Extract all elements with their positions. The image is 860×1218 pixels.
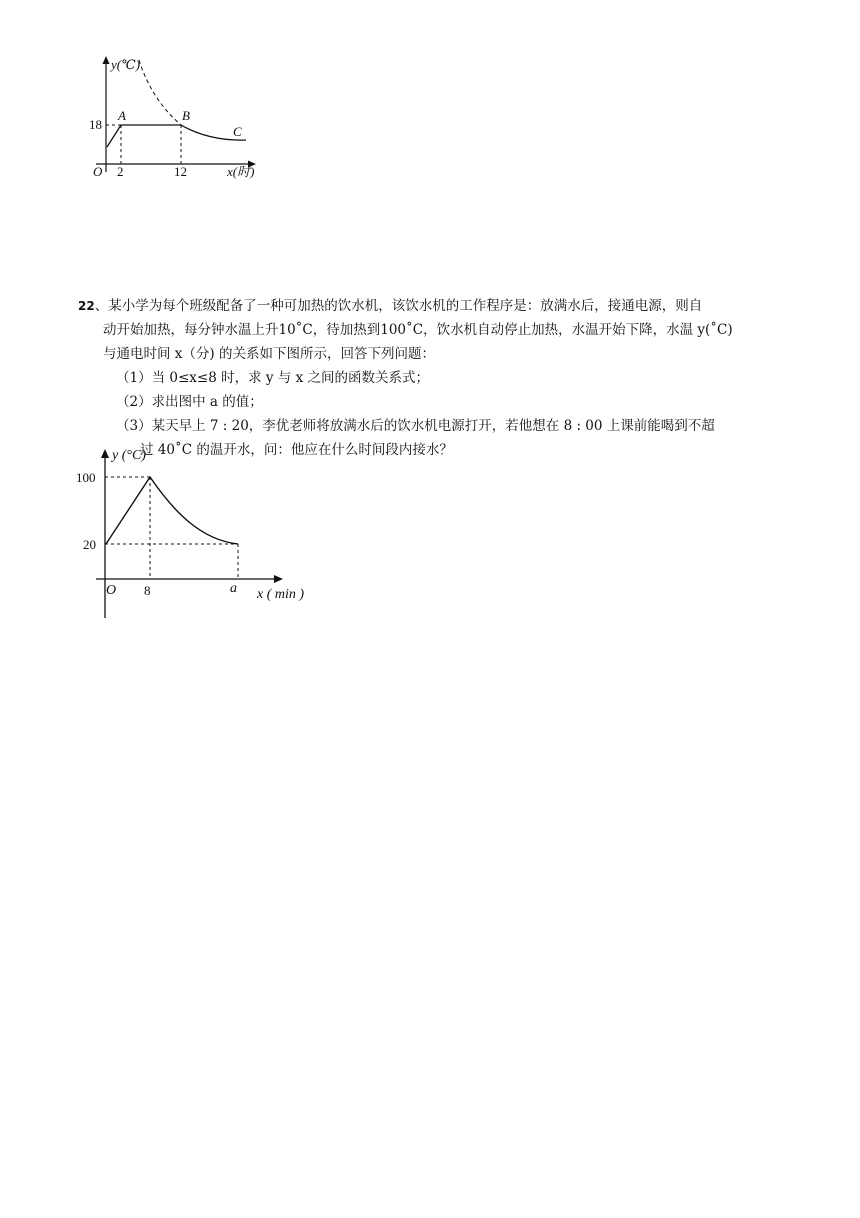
y-axis-arrow [103, 56, 110, 64]
dashed-curve [139, 60, 181, 125]
problem-stem-line-1 [78, 294, 784, 318]
y-tick-100: 100 [76, 470, 96, 485]
temperature-graph-2 [66, 442, 328, 620]
problem-number: 22 [78, 299, 95, 313]
point-label-a: A [118, 108, 126, 123]
x-axis-label: x(时) [227, 164, 255, 179]
problem-22 [78, 294, 784, 462]
x-axis-label: x ( min ) [257, 587, 305, 602]
origin-label: O [106, 583, 117, 598]
question-2: （2）求出图中 a 的值； [116, 394, 263, 410]
x-axis-arrow [274, 575, 283, 583]
y-axis-label: y(℃) [111, 57, 140, 72]
question-1: （1）当 0≤x≤8 时，求 y 与 x 之间的函数关系式； [116, 370, 429, 386]
y-axis-label: y (°C) [112, 448, 146, 463]
origin-label: O [93, 164, 103, 179]
point-label-c: C [233, 124, 242, 139]
point-label-b: B [182, 108, 190, 123]
stem-text-1: 某小学为每个班级配备了一种可加热的饮水机，该饮水机的工作程序是：放满水后，接通电源，则自 [108, 298, 703, 314]
y-tick-18: 18 [89, 117, 102, 132]
question-3: （3）某天早上 7 : 20，李优老师将放满水后的饮水机电源打开，若他想在 8 : 00 上课前能喝到不超 [116, 418, 715, 434]
question-3-continuation: 过 40˚C 的温开水，问：他应在什么时间段内接水？ [140, 442, 453, 458]
x-tick-12: 12 [174, 164, 187, 179]
y-tick-20: 20 [83, 537, 96, 552]
problem-stem-line-2: 动开始加热，每分钟水温上升10˚C，待加热到100˚C，饮水机自动停止加热，水温开始下降，水温 y(˚C) [103, 322, 733, 338]
temperature-graph-1 [86, 50, 276, 190]
problem-number-separator: 、 [94, 298, 109, 314]
x-tick-a: a [230, 581, 237, 596]
problem-stem-line-3: 与通电时间 x（分) 的关系如下图所示，回答下列问题： [103, 346, 435, 362]
x-tick-2: 2 [117, 164, 124, 179]
graph-curve [107, 125, 246, 147]
x-tick-8: 8 [144, 583, 151, 598]
y-axis-arrow [101, 449, 109, 458]
graph-curve [106, 477, 238, 544]
